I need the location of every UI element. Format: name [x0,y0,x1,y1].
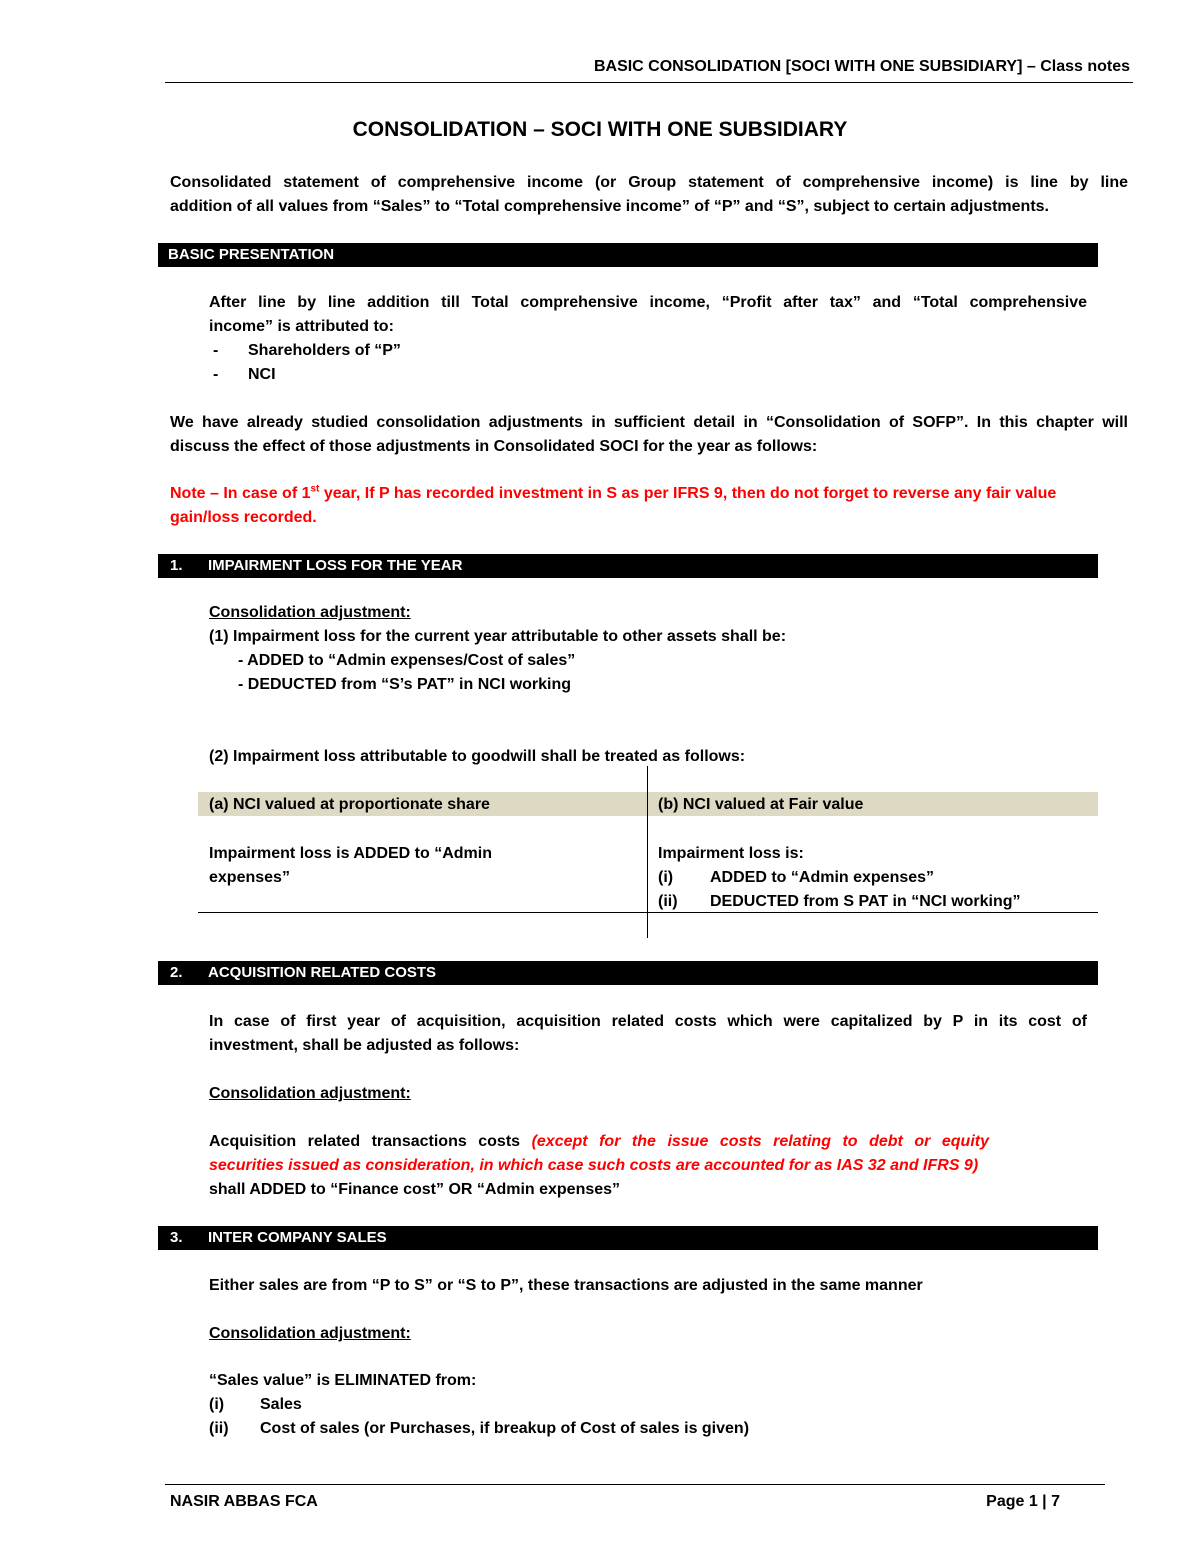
section-heading: BASIC PRESENTATION [168,246,335,263]
note-sup: st [310,483,320,495]
note-line-2: gain/loss recorded. [170,509,317,526]
basic-line-2: income” is attributed to: [209,318,394,335]
basic-para-line-1: We have already studied consolidation adjustments in sufficient detail in “Consolidation of SOFP”. In this chapter will [170,414,1128,431]
eliminated-label: “Sales value” is ELIMINATED from: [209,1372,477,1389]
adjustment-label: Consolidation adjustment: [209,1325,411,1342]
adjustment-label: Consolidation adjustment: [209,1085,411,1102]
section-heading: IMPAIRMENT LOSS FOR THE YEAR [208,557,463,574]
col-b-header: (b) NCI valued at Fair value [658,796,864,813]
section-number: 2. [170,964,183,981]
bullet-item: NCI [248,366,276,383]
section-bar-1 [158,554,1098,578]
impairment-item-1a: - ADDED to “Admin expenses/Cost of sales” [238,652,576,669]
table-bottom-rule [198,912,1098,913]
acq-cost-exception-line-2: securities issued as consideration, in which case such costs are accounted for as IAS 32 and IFRS 9) [209,1157,979,1174]
note-text: Note – In case of 1 [170,485,311,502]
acq-cost-text: Acquisition related transactions costs [209,1133,532,1150]
intro-line-2: addition of all values from “Sales” to “Total comprehensive income” of “P” and “S”, subject to certain adjustments. [170,198,1049,215]
section-number: 3. [170,1229,183,1246]
running-header: BASIC CONSOLIDATION [SOCI WITH ONE SUBSIDIARY] – Class notes [593,58,1130,75]
acq-cost-line-3: shall ADDED to “Finance cost” OR “Admin expenses” [209,1181,621,1198]
footer-author: NASIR ABBAS FCA [170,1493,318,1510]
impairment-item-1b: - DEDUCTED from “S’s PAT” in NCI working [238,676,572,693]
impairment-item-2: (2) Impairment loss attributable to goodwill shall be treated as follows: [209,748,746,765]
col-b-text: Impairment loss is: [658,845,804,862]
col-a-text: expenses” [209,869,290,886]
acq-cost-exception: (except for the issue costs relating to debt or equity [531,1133,989,1150]
intro-line-1: Consolidated statement of comprehensive income (or Group statement of comprehensive income) is line by line [170,174,1128,191]
section-bar-3 [158,1226,1098,1250]
bullet-item: Shareholders of “P” [248,342,401,359]
col-b-item-text: DEDUCTED from S PAT in “NCI working” [710,893,1021,910]
section-heading: ACQUISITION RELATED COSTS [208,964,437,981]
col-b-item-num: (i) [658,869,674,886]
note-line-1 [170,482,1056,506]
acq-cost-line-1 [209,1130,989,1154]
adjustment-label: Consolidation adjustment: [209,604,411,621]
basic-line-1: After line by line addition till Total comprehensive income, “Profit after tax” and “Total comprehensive [209,294,1087,311]
footer-rule [165,1484,1105,1485]
section-heading: INTER COMPANY SALES [208,1229,387,1246]
list-item-text: Cost of sales (or Purchases, if breakup of Cost of sales is given) [260,1420,750,1437]
section-number: 1. [170,557,183,574]
col-b-item-text: ADDED to “Admin expenses” [710,869,935,886]
acq-line-2: investment, shall be adjusted as follows: [209,1037,520,1054]
impairment-item-1: (1) Impairment loss for the current year attributable to other assets shall be: [209,628,787,645]
list-item-num: (i) [209,1396,225,1413]
col-a-text: Impairment loss is ADDED to “Admin [209,845,492,862]
bullet-dash: - [213,342,219,359]
col-a-header: (a) NCI valued at proportionate share [209,796,490,813]
header-rule [165,82,1133,83]
section-bar-2 [158,961,1098,985]
bullet-dash: - [213,366,219,383]
list-item-num: (ii) [209,1420,229,1437]
col-b-item-num: (ii) [658,893,678,910]
page-title: CONSOLIDATION – SOCI WITH ONE SUBSIDIARY [352,118,848,141]
basic-para-line-2: discuss the effect of those adjustments in Consolidated SOCI for the year as follows: [170,438,818,455]
note-text: year, If P has recorded investment in S as per IFRS 9, then do not forget to reverse any fair value [319,485,1057,502]
intercompany-line-1: Either sales are from “P to S” or “S to P”, these transactions are adjusted in the same manner [209,1277,923,1294]
list-item-text: Sales [260,1396,302,1413]
section-bar-basic [158,243,1098,267]
acq-line-1: In case of first year of acquisition, acquisition related costs which were capitalized by P in its cost of [209,1013,1087,1030]
footer-page-number: Page 1 | 7 [986,1493,1060,1510]
